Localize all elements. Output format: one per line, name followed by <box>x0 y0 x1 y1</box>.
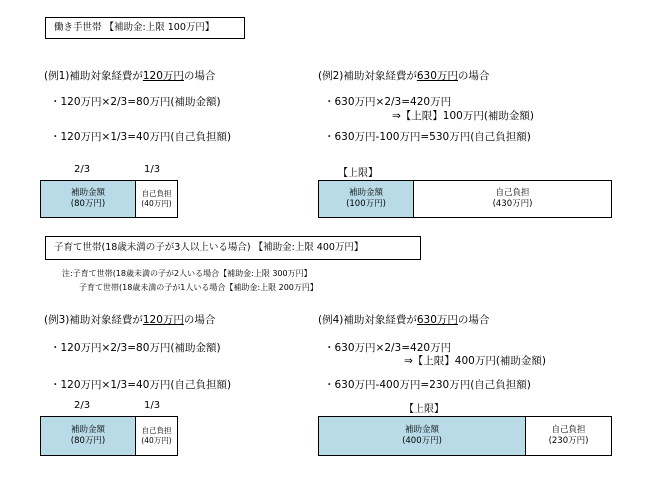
ex3-line2: ・120万円×1/3=40万円(自己負担額) <box>50 379 232 391</box>
section2-note1: 注:子育て世帯(18歳未満の子が2人いる場合【補助金:上限 300万円】 <box>62 269 312 278</box>
ex2-line2: ・630万円-100万円=530万円(自己負担額) <box>324 131 531 143</box>
ex2-heading-amount: 630万円 <box>416 70 458 82</box>
ex2-heading-post: の場合 <box>457 70 490 82</box>
ex1-self-segment <box>135 181 177 217</box>
ex1-subsidy-segment <box>41 181 135 217</box>
ex2-cost-bar <box>318 180 612 218</box>
ex2-heading <box>318 68 489 83</box>
ex2-line1b: ⇒【上限】100万円(補助金額) <box>392 110 535 122</box>
ex4-heading <box>318 312 489 327</box>
ex4-self-value: (230万円) <box>548 436 589 446</box>
ex4-line1b: ⇒【上限】400万円(補助金額) <box>404 355 547 367</box>
ex4-subsidy-segment <box>319 417 525 455</box>
ex2-line1: ・630万円×2/3=420万円 <box>324 96 452 108</box>
ex3-self-label: 自己負担 <box>141 425 172 435</box>
ex4-heading-pre: (例4)補助対象経費が <box>318 314 417 326</box>
ex3-subsidy-value: (80万円) <box>70 436 106 446</box>
ex3-subsidy-segment <box>41 417 135 455</box>
ex1-heading <box>44 68 215 83</box>
ex2-heading-pre: (例2)補助対象経費が <box>318 70 417 82</box>
ex1-fraction-one-third: 1/3 <box>144 164 161 175</box>
ex1-line1: ・120万円×2/3=80万円(補助金額) <box>50 96 221 108</box>
section1-title-text: 働き手世帯 【補助金:上限 100万円】 <box>54 22 215 34</box>
ex1-subsidy-value: (80万円) <box>70 199 106 209</box>
ex4-subsidy-value: (400万円) <box>402 436 442 446</box>
ex3-fraction-one-third: 1/3 <box>144 400 161 411</box>
section1-title <box>45 17 245 39</box>
ex2-self-segment <box>413 181 611 217</box>
ex4-heading-post: の場合 <box>457 314 490 326</box>
ex4-subsidy-label: 補助金額 <box>404 424 439 435</box>
ex1-fraction-two-thirds: 2/3 <box>74 164 91 175</box>
ex2-subsidy-segment <box>319 181 413 217</box>
ex3-heading-amount: 120万円 <box>142 314 184 326</box>
ex4-heading-amount: 630万円 <box>416 314 458 326</box>
ex4-self-label: 自己負担 <box>551 424 586 435</box>
ex3-self-segment <box>135 417 177 455</box>
ex2-self-value: (430万円) <box>492 199 533 209</box>
ex4-cost-bar <box>318 416 612 456</box>
ex2-cap-label: 【上限】 <box>338 168 378 179</box>
ex3-subsidy-label: 補助金額 <box>70 424 105 435</box>
ex1-self-value: (40万円) <box>141 199 172 208</box>
ex1-cost-bar <box>40 180 178 218</box>
ex3-heading-pre: (例3)補助対象経費が <box>44 314 143 326</box>
ex2-self-label: 自己負担 <box>495 187 530 198</box>
ex1-heading-post: の場合 <box>183 70 216 82</box>
section2-title <box>45 236 421 260</box>
ex2-subsidy-value: (100万円) <box>346 199 386 209</box>
ex1-subsidy-label: 補助金額 <box>70 187 105 198</box>
ex2-subsidy-label: 補助金額 <box>348 187 383 198</box>
ex1-heading-pre: (例1)補助対象経費が <box>44 70 143 82</box>
ex3-heading <box>44 312 215 327</box>
ex4-cap-label: 【上限】 <box>404 404 444 415</box>
ex1-self-label: 自己負担 <box>141 188 172 198</box>
ex3-line1: ・120万円×2/3=80万円(補助金額) <box>50 342 221 354</box>
section2-note2: 子育て世帯(18歳未満の子が1人いる場合【補助金:上限 200万円】 <box>79 283 318 292</box>
ex3-self-value: (40万円) <box>141 436 172 445</box>
ex3-fraction-two-thirds: 2/3 <box>74 400 91 411</box>
ex1-line2: ・120万円×1/3=40万円(自己負担額) <box>50 131 232 143</box>
ex3-cost-bar <box>40 416 178 456</box>
ex1-heading-amount: 120万円 <box>142 70 184 82</box>
ex3-heading-post: の場合 <box>183 314 216 326</box>
section2-title-text: 子育て世帯(18歳未満の子が3人以上いる場合) 【補助金:上限 400万円】 <box>54 242 364 254</box>
ex4-self-segment <box>525 417 611 455</box>
ex4-line1: ・630万円×2/3=420万円 <box>324 342 452 354</box>
ex4-line2: ・630万円-400万円=230万円(自己負担額) <box>324 379 531 391</box>
